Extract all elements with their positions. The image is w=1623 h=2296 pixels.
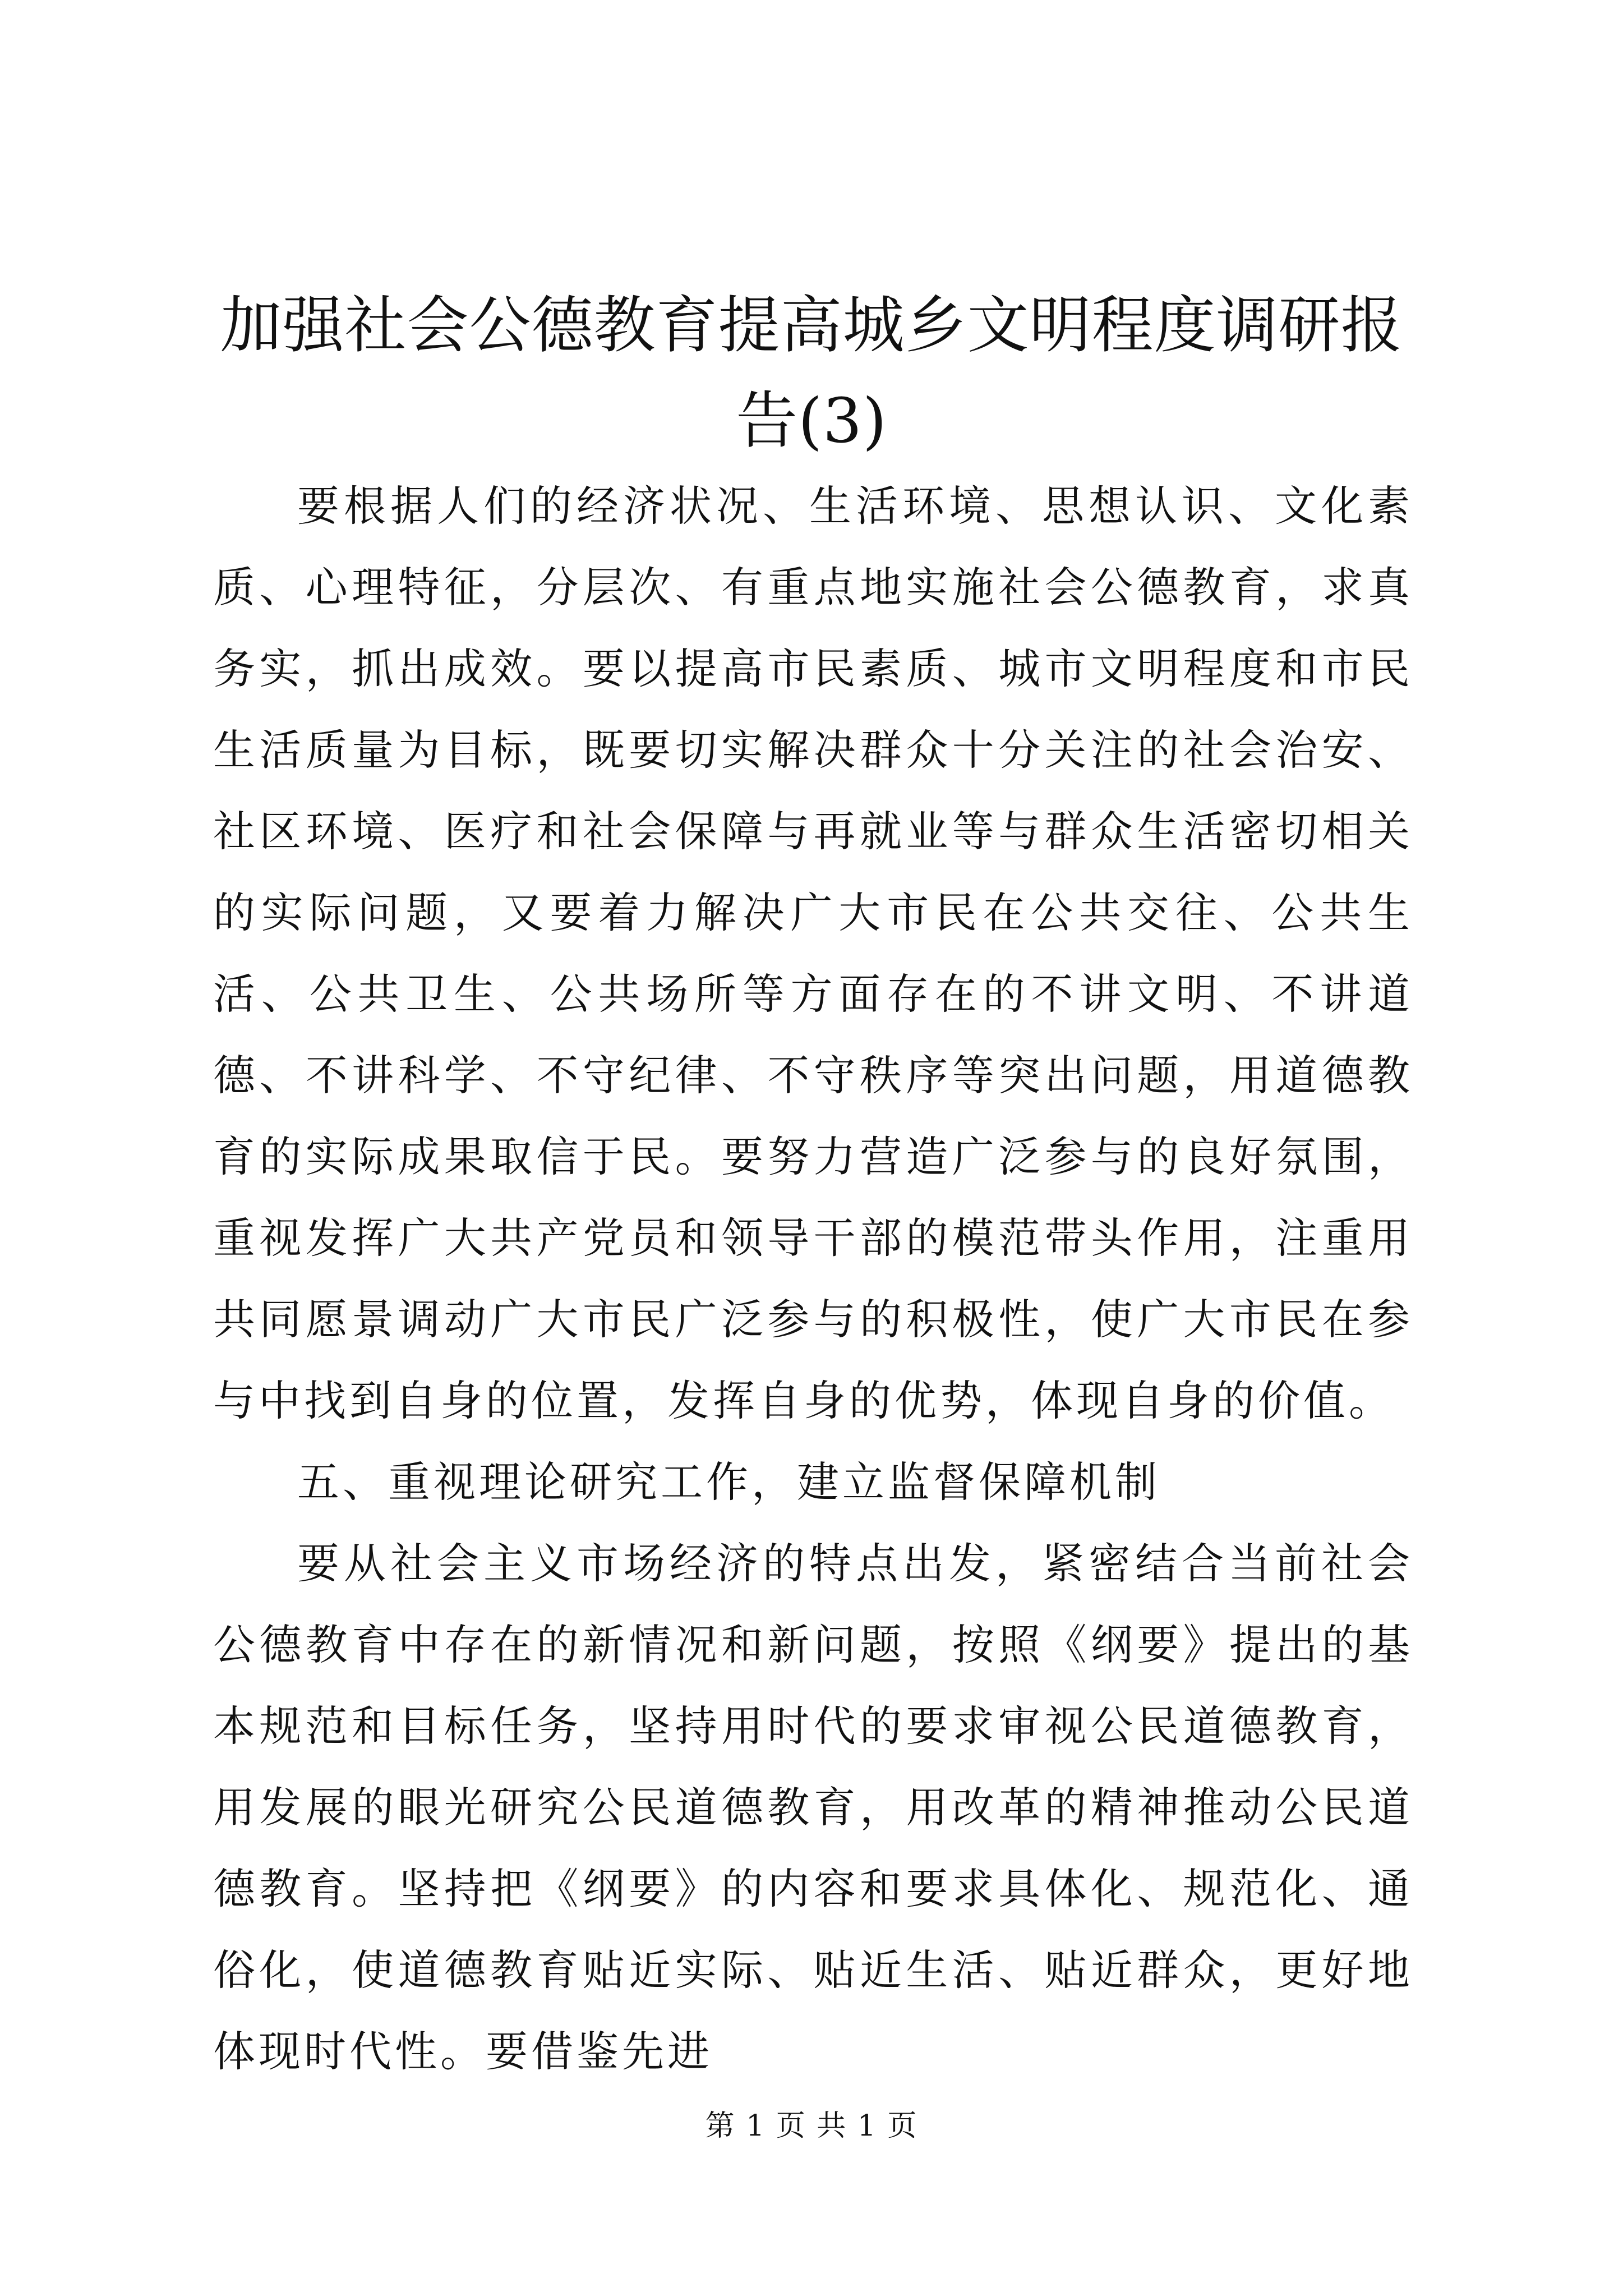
document-body <box>213 466 1413 2092</box>
document-title: 加强社会公德教育提高城乡文明程度调研报告(3) <box>220 289 1403 457</box>
page-footer: 第 1 页 共 1 页 <box>705 2109 918 2143</box>
paragraph-public-ethics-education: 要根据人们的经济状况、生活环境、思想认识、文化素质、心理特征，分层次、有重点地实施社会公德教育，求真务实，抓出成效。要以提高市民素质、城市文明程度和市民生活质量为目标，既要切实解决群众十分关注的社会治安、社区环境、医疗和社会保障与再就业等与群众生活密切相关的实际问题，又要着力解决广大市民在公共交往、公共生活、公共卫生、公共场所等方面存在的不讲文明、不讲道德、不讲科学、不守纪律、不守秩序等突出问题，用道德教育的实际成果取信于民。要努力营造广泛参与的良好氛围，重视发挥广大共产党员和领导干部的模范带头作用，注重用共同愿景调动广大市民广泛参与的积极性，使广大市民在参与中找到自身的位置，发挥自身的优势，体现自身的价值。 <box>213 481 1413 1425</box>
section-heading-five: 五、重视理论研究工作，建立监督保障机制 <box>297 1457 1161 1507</box>
paragraph-theory-research: 要从社会主义市场经济的特点出发，紧密结合当前社会公德教育中存在的新情况和新问题，按照《纲要》提出的基本规范和目标任务，坚持用时代的要求审视公民道德教育，用发展的眼光研究公民道德教育，用改革的精神推动公民道德教育。坚持把《纲要》的内容和要求具体化、规范化、通俗化，使道德教育贴近实际、贴近生活、贴近群众，更好地体现时代性。要借鉴先进 <box>213 1539 1413 2076</box>
